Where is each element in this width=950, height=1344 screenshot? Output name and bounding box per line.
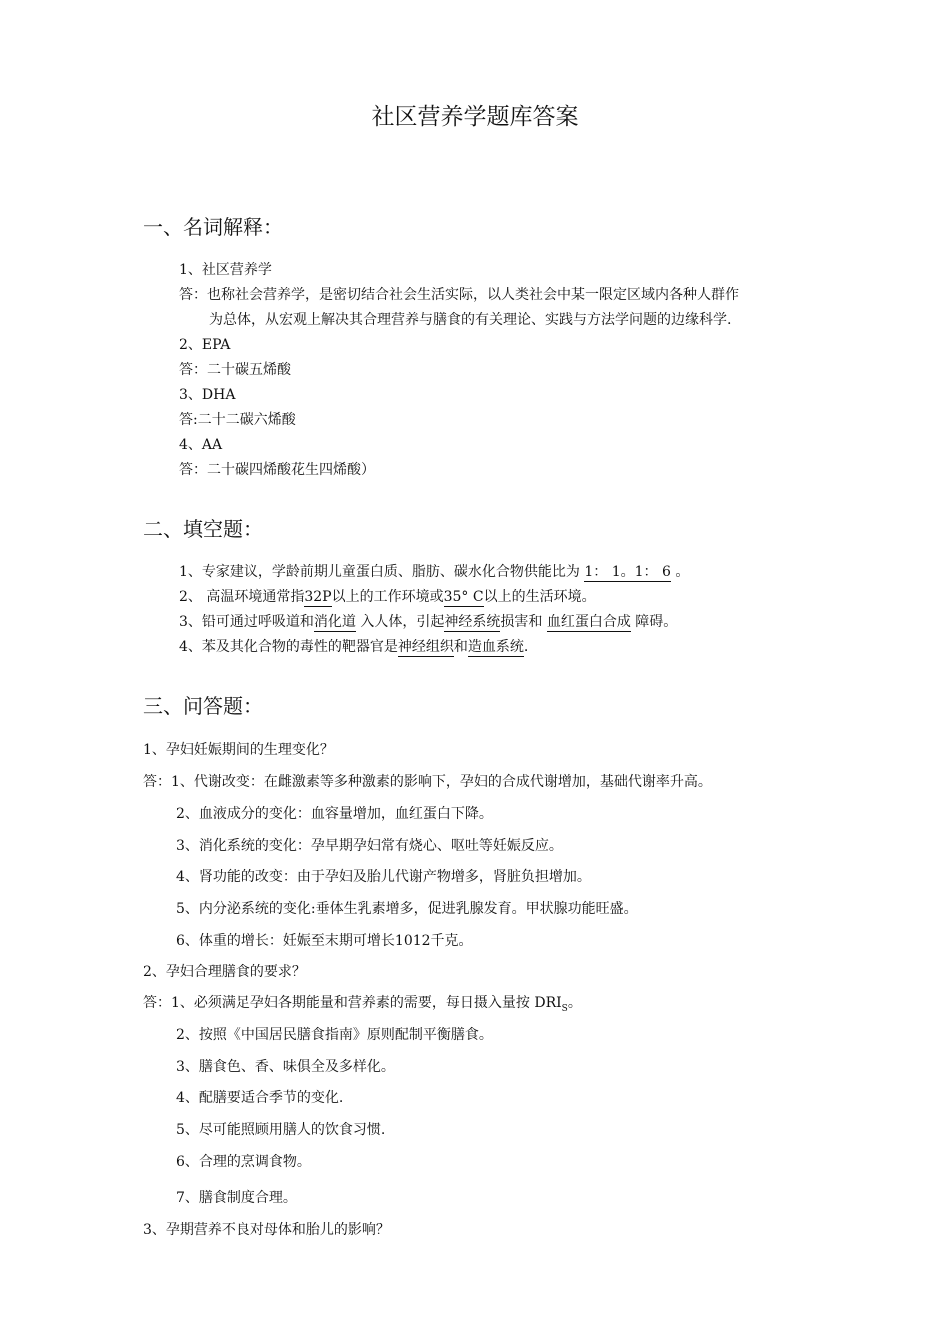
fill-answer: 神经组织 bbox=[397, 639, 454, 655]
question-1-answer-3: 3、消化系统的变化：孕早期孕妇常有烧心、呕吐等妊娠反应。 bbox=[176, 838, 563, 854]
question-2-answer-1: 答：1、必须满足孕妇各期能量和营养素的需要，每日摄入量按 $DRI_S$。 bbox=[143, 995, 582, 1014]
definition-q4: 4、AA bbox=[179, 437, 223, 453]
definition-q1: 1、社区营养学 bbox=[179, 262, 272, 278]
question-2-answer-4: 4、配膳要适合季节的变化. bbox=[176, 1090, 344, 1106]
definition-a1-line1: 答：也称社会营养学，是密切结合社会生活实际，以人类社会中某一限定区域内各种人群作 bbox=[179, 287, 739, 303]
definition-q3: 3、DHA bbox=[179, 387, 236, 403]
fill-item-3: 3、铅可通过呼吸道和消化道 入人体，引起神经系统损害和 血红蛋白合成 障碍。 bbox=[179, 614, 678, 630]
definition-a2: 答：二十碳五烯酸 bbox=[179, 362, 291, 378]
question-1-answer-2: 2、血液成分的变化：血容量增加，血红蛋白下降。 bbox=[176, 806, 493, 822]
definition-q2: 2、EPA bbox=[179, 337, 231, 353]
question-2-answer-7: 7、膳食制度合理。 bbox=[176, 1190, 297, 1206]
fill-answer: 血红蛋白合成 bbox=[546, 614, 631, 630]
question-1: 1、孕妇妊娠期间的生理变化？ bbox=[143, 742, 334, 758]
fill-answer: 32P bbox=[304, 589, 332, 605]
fill-answer: 造血系统 bbox=[467, 639, 524, 655]
fill-item-4: 4、苯及其化合物的毒性的靶器官是神经组织和造血系统. bbox=[179, 639, 529, 655]
question-1-answer-5: 5、内分泌系统的变化:垂体生乳素增多，促进乳腺发育。甲状腺功能旺盛。 bbox=[176, 901, 638, 917]
definition-a3: 答:二十二碳六烯酸 bbox=[179, 412, 296, 428]
question-1-answer-1: 答：1、代谢改变：在雌激素等多种激素的影响下，孕妇的合成代谢增加，基础代谢率升高。 bbox=[143, 774, 712, 790]
page-title: 社区营养学题库答案 bbox=[371, 104, 579, 130]
fill-answer: 35° C bbox=[443, 589, 484, 605]
fill-item-1: 1、专家建议，学龄前期儿童蛋白质、脂肪、碳水化合物供能比为 1： 1。1： 6 。 bbox=[179, 564, 690, 580]
fill-answer: 神经系统 bbox=[444, 614, 501, 630]
definition-a1-line2: 为总体，从宏观上解决其合理营养与膳食的有关理论、实践与方法学问题的边缘科学. bbox=[209, 312, 732, 328]
question-1-answer-6: 6、体重的增长：妊娠至末期可增长1012千克。 bbox=[176, 933, 473, 949]
section-heading-definitions: 一、名词解释： bbox=[143, 215, 283, 239]
fill-answer: 1： 1。1： 6 bbox=[584, 564, 671, 580]
question-1-answer-4: 4、肾功能的改变：由于孕妇及胎儿代谢产物增多，肾脏负担增加。 bbox=[176, 869, 591, 885]
question-2-answer-6: 6、合理的烹调食物。 bbox=[176, 1154, 311, 1170]
section-heading-fill-blanks: 二、填空题： bbox=[143, 517, 263, 541]
fill-item-2: 2、 高温环境通常指32P以上的工作环境或35° C以上的生活环境。 bbox=[179, 589, 596, 605]
question-2-answer-3: 3、膳食色、香、味俱全及多样化。 bbox=[176, 1059, 395, 1075]
question-2: 2、孕妇合理膳食的要求？ bbox=[143, 964, 306, 980]
section-heading-questions: 三、问答题： bbox=[143, 694, 263, 718]
fill-answer: 消化道 bbox=[313, 614, 356, 630]
question-2-answer-2: 2、按照《中国居民膳食指南》原则配制平衡膳食。 bbox=[176, 1027, 493, 1043]
definition-a4: 答：二十碳四烯酸花生四烯酸） bbox=[179, 462, 375, 478]
question-3: 3、孕期营养不良对母体和胎儿的影响？ bbox=[143, 1222, 390, 1238]
question-2-answer-5: 5、尽可能照顾用膳人的饮食习惯. bbox=[176, 1122, 386, 1138]
